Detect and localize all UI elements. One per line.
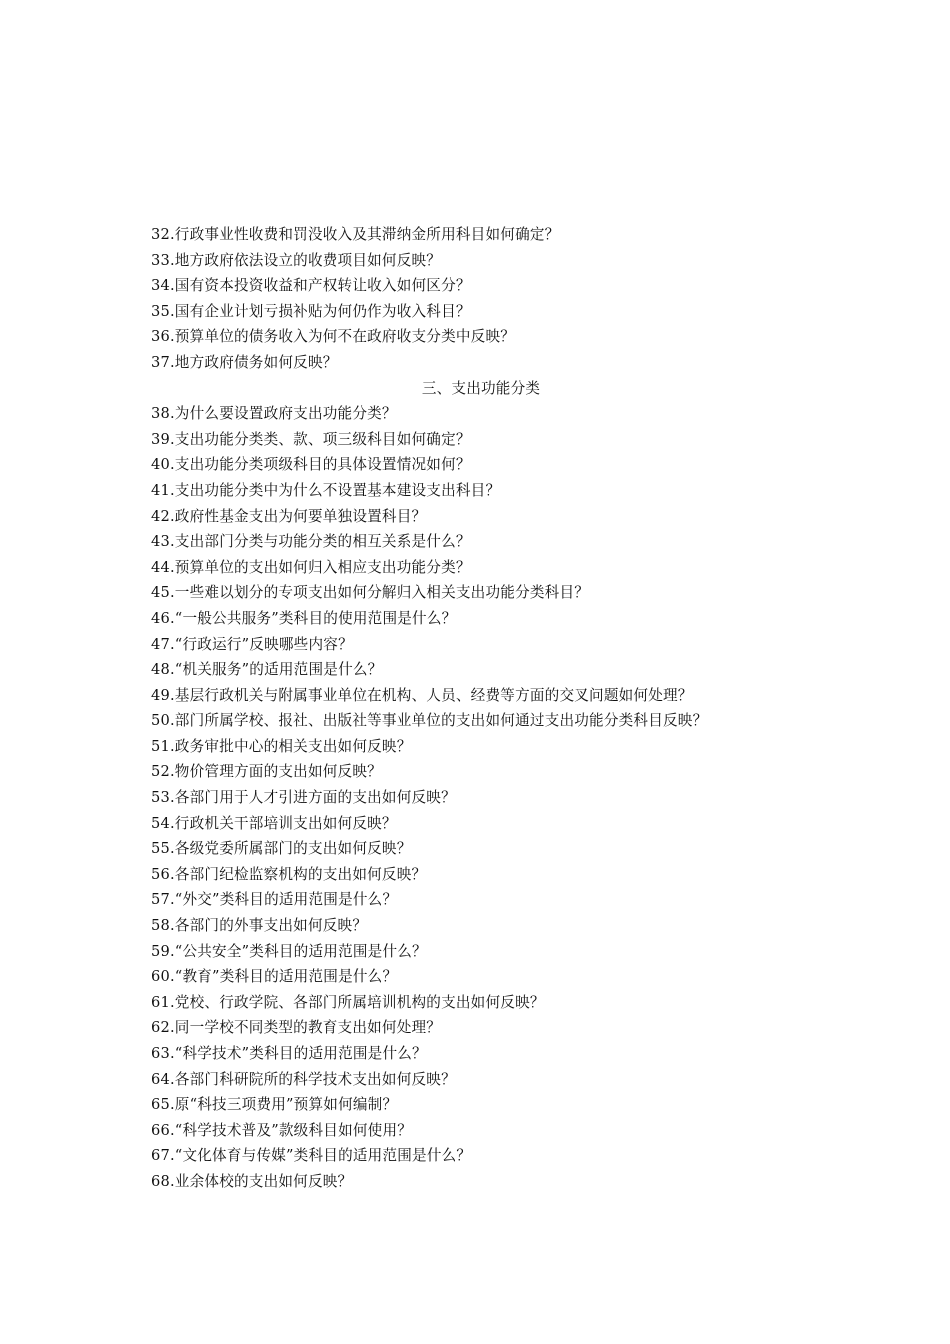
list-item: 57.“外交”类科目的适用范围是什么？ <box>151 891 398 909</box>
list-item: 58.各部门的外事支出如何反映？ <box>151 917 368 935</box>
question-list <box>151 222 811 1195</box>
list-item: 51.政务审批中心的相关支出如何反映？ <box>151 737 412 755</box>
list-item: 56.各部门纪检监察机构的支出如何反映？ <box>151 865 427 883</box>
list-item: 61.党校、行政学院、各部门所属培训机构的支出如何反映？ <box>151 993 545 1011</box>
list-item: 35.国有企业计划亏损补贴为何仍作为收入科目？ <box>151 302 471 320</box>
list-item: 64.各部门科研院所的科学技术支出如何反映？ <box>151 1070 456 1088</box>
list-item: 63.“科学技术”类科目的适用范围是什么？ <box>151 1045 427 1062</box>
list-item: 37.地方政府债务如何反映？ <box>151 353 338 371</box>
list-item: 67.“文化体育与传媒”类科目的适用范围是什么？ <box>151 1147 472 1165</box>
list-item: 38.为什么要设置政府支出功能分类？ <box>151 405 397 423</box>
list-item: 32.行政事业性收费和罚没收入及其滞纳金所用科目如何确定？ <box>151 226 560 243</box>
list-item: 39.支出功能分类类、款、项三级科目如何确定？ <box>151 430 471 448</box>
list-item: 34.国有资本投资收益和产权转让收入如何区分？ <box>151 277 471 295</box>
list-item: 59.“公共安全”类科目的适用范围是什么？ <box>151 942 427 960</box>
list-item: 50.部门所属学校、报社、出版社等事业单位的支出如何通过支出功能分类科目反映？ <box>151 712 708 730</box>
list-item: 65.原“科技三项费用”预算如何编制？ <box>151 1096 398 1114</box>
list-item: 54.行政机关干部培训支出如何反映？ <box>151 814 397 832</box>
list-item: 68.业余体校的支出如何反映？ <box>151 1172 353 1190</box>
list-item: 52.物价管理方面的支出如何反映？ <box>151 763 382 781</box>
list-item: 44.预算单位的支出如何归入相应支出功能分类？ <box>151 558 471 576</box>
list-item: 46.“一般公共服务”类科目的使用范围是什么？ <box>151 609 457 627</box>
list-item: 43.支出部门分类与功能分类的相互关系是什么？ <box>151 533 471 551</box>
list-item: 49.基层行政机关与附属事业单位在机构、人员、经费等方面的交叉问题如何处理？ <box>151 686 693 704</box>
list-item: 33.地方政府依法设立的收费项目如何反映？ <box>151 251 442 269</box>
list-item: 60.“教育”类科目的适用范围是什么？ <box>151 968 398 986</box>
list-item: 48.“机关服务”的适用范围是什么？ <box>151 661 383 679</box>
list-item: 55.各级党委所属部门的支出如何反映？ <box>151 840 412 858</box>
list-item: 36.预算单位的债务收入为何不在政府收支分类中反映？ <box>151 328 516 346</box>
section-heading: 三、支出功能分类 <box>421 379 541 397</box>
list-item: 40.支出功能分类项级科目的具体设置情况如何？ <box>151 456 471 474</box>
list-item: 66.“科学技术普及”款级科目如何使用？ <box>151 1121 413 1139</box>
list-item: 62.同一学校不同类型的教育支出如何处理？ <box>151 1019 442 1037</box>
list-item: 47.“行政运行”反映哪些内容？ <box>151 635 353 653</box>
list-item: 53.各部门用于人才引进方面的支出如何反映？ <box>151 789 456 807</box>
list-item: 41.支出功能分类中为什么不设置基本建设支出科目？ <box>151 481 501 499</box>
list-item: 42.政府性基金支出为何要单独设置科目？ <box>151 507 427 525</box>
list-item: 45.一些难以划分的专项支出如何分解归入相关支出功能分类科目？ <box>151 584 590 602</box>
